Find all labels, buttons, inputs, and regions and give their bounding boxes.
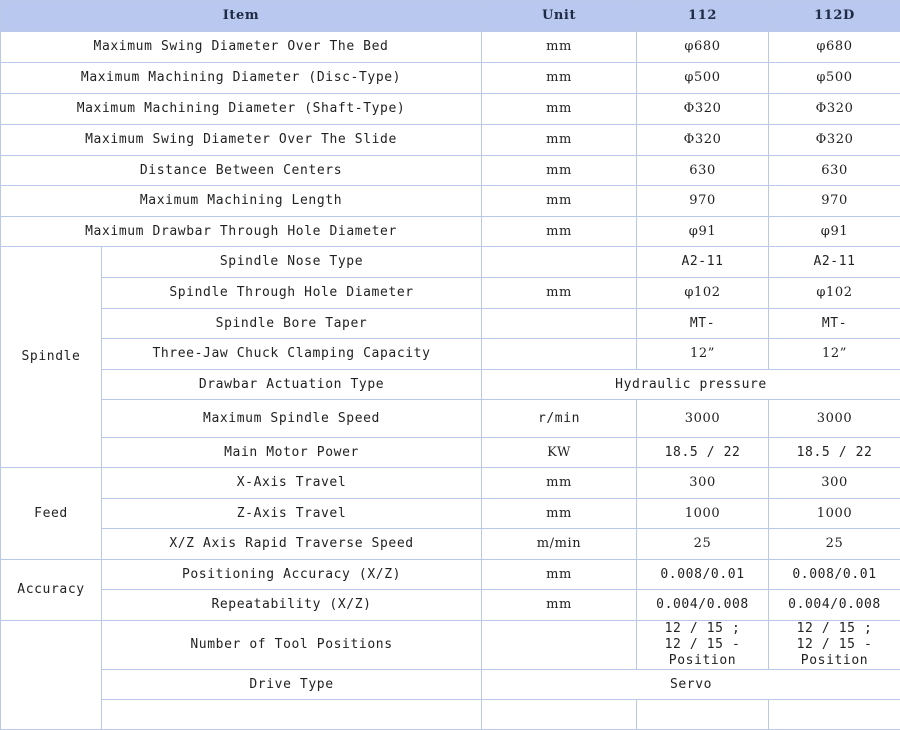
value-cell-112d: 0.008/0.01 xyxy=(769,560,900,590)
merged-value-cell: Hydraulic pressure xyxy=(482,370,900,400)
value-cell-112: φ500 xyxy=(637,63,769,94)
header-item: Item xyxy=(1,1,482,32)
group-label-accuracy: Accuracy xyxy=(1,560,102,621)
value-cell-empty xyxy=(769,700,900,730)
item-cell: Main Motor Power xyxy=(102,438,482,468)
unit-cell: mm xyxy=(482,63,637,94)
unit-cell: mm xyxy=(482,590,637,621)
value-cell-112: 25 xyxy=(637,529,769,560)
item-cell: Maximum Machining Diameter (Disc-Type) xyxy=(1,63,482,94)
value-cell-112: φ102 xyxy=(637,278,769,309)
table-row xyxy=(1,32,900,63)
value-line: 12 / 15 ; xyxy=(639,621,766,637)
value-cell-112: Φ320 xyxy=(637,125,769,156)
value-cell-112d: 970 xyxy=(769,186,900,217)
unit-cell-empty xyxy=(482,247,637,278)
header-row xyxy=(1,1,900,32)
value-cell-112d: φ680 xyxy=(769,32,900,63)
value-cell-112: 630 xyxy=(637,156,769,186)
value-cell-112d: 1000 xyxy=(769,499,900,529)
value-cell-empty xyxy=(637,700,769,730)
table-row xyxy=(1,217,900,247)
unit-cell: mm xyxy=(482,32,637,63)
item-cell: Positioning Accuracy (X/Z) xyxy=(102,560,482,590)
table-row xyxy=(1,529,900,560)
item-cell: Maximum Drawbar Through Hole Diameter xyxy=(1,217,482,247)
table-row xyxy=(1,125,900,156)
value-cell-112d: Φ320 xyxy=(769,94,900,125)
item-cell: Three-Jaw Chuck Clamping Capacity xyxy=(102,339,482,370)
table-row xyxy=(1,700,900,730)
group-label-spindle: Spindle xyxy=(1,247,102,468)
value-cell-112: 1000 xyxy=(637,499,769,529)
value-cell-112: MT- xyxy=(637,309,769,339)
value-cell-112d: Φ320 xyxy=(769,125,900,156)
item-cell: Drawbar Actuation Type xyxy=(102,370,482,400)
unit-cell-empty xyxy=(482,700,637,730)
value-cell-112d: 300 xyxy=(769,468,900,499)
merged-value-cell: Servo xyxy=(482,670,900,700)
table-row xyxy=(1,499,900,529)
item-cell: Maximum Machining Diameter (Shaft-Type) xyxy=(1,94,482,125)
value-cell-112d: 0.004/0.008 xyxy=(769,590,900,621)
unit-cell: mm xyxy=(482,217,637,247)
value-cell-112: 300 xyxy=(637,468,769,499)
value-line: 12 / 15 - Position xyxy=(771,637,898,669)
unit-cell-empty xyxy=(482,621,637,670)
table-row xyxy=(1,63,900,94)
table-row xyxy=(1,438,900,468)
unit-cell: mm xyxy=(482,278,637,309)
header-unit: Unit xyxy=(482,1,637,32)
value-line: 12 / 15 - Position xyxy=(639,637,766,669)
item-cell: Spindle Nose Type xyxy=(102,247,482,278)
value-cell-112: φ680 xyxy=(637,32,769,63)
item-cell: Maximum Swing Diameter Over The Slide xyxy=(1,125,482,156)
unit-cell: mm xyxy=(482,125,637,156)
item-cell: Maximum Swing Diameter Over The Bed xyxy=(1,32,482,63)
value-cell-112d: 25 xyxy=(769,529,900,560)
unit-cell: mm xyxy=(482,499,637,529)
table-row xyxy=(1,186,900,217)
table-row xyxy=(1,370,900,400)
item-cell: Maximum Machining Length xyxy=(1,186,482,217)
unit-cell: mm xyxy=(482,468,637,499)
table-row xyxy=(1,560,900,590)
value-cell-112d: φ91 xyxy=(769,217,900,247)
unit-cell: mm xyxy=(482,156,637,186)
table-row xyxy=(1,309,900,339)
value-cell-112: φ91 xyxy=(637,217,769,247)
value-cell-112d: 630 xyxy=(769,156,900,186)
value-cell-112: 0.004/0.008 xyxy=(637,590,769,621)
table-row xyxy=(1,621,900,670)
value-cell-112d xyxy=(769,621,900,670)
value-cell-112: 12” xyxy=(637,339,769,370)
item-cell: Spindle Through Hole Diameter xyxy=(102,278,482,309)
table-row xyxy=(1,278,900,309)
table-row xyxy=(1,670,900,700)
table-row xyxy=(1,94,900,125)
item-cell: Repeatability (X/Z) xyxy=(102,590,482,621)
value-cell-112d: φ102 xyxy=(769,278,900,309)
group-label-empty xyxy=(1,621,102,730)
value-line: 12 / 15 ; xyxy=(771,621,898,637)
unit-cell: mm xyxy=(482,186,637,217)
value-cell-112d: 12” xyxy=(769,339,900,370)
value-cell-112d: MT- xyxy=(769,309,900,339)
unit-cell: r/min xyxy=(482,400,637,438)
value-cell-112: Φ320 xyxy=(637,94,769,125)
value-cell-112d: 18.5 / 22 xyxy=(769,438,900,468)
table-row xyxy=(1,156,900,186)
item-cell: Distance Between Centers xyxy=(1,156,482,186)
unit-cell-empty xyxy=(482,339,637,370)
group-label-feed: Feed xyxy=(1,468,102,560)
value-cell-112: 970 xyxy=(637,186,769,217)
item-cell: Maximum Spindle Speed xyxy=(102,400,482,438)
item-cell: Spindle Bore Taper xyxy=(102,309,482,339)
table-row xyxy=(1,400,900,438)
header-model-112: 112 xyxy=(637,1,769,32)
table-row xyxy=(1,247,900,278)
value-cell-112 xyxy=(637,621,769,670)
item-cell: X-Axis Travel xyxy=(102,468,482,499)
unit-cell: mm xyxy=(482,94,637,125)
table-row xyxy=(1,468,900,499)
unit-cell: m/min xyxy=(482,529,637,560)
value-cell-112d: 3000 xyxy=(769,400,900,438)
unit-cell: mm xyxy=(482,560,637,590)
value-cell-112: 18.5 / 22 xyxy=(637,438,769,468)
header-model-112d: 112D xyxy=(769,1,900,32)
value-cell-112: 3000 xyxy=(637,400,769,438)
item-cell: Z-Axis Travel xyxy=(102,499,482,529)
item-cell: Number of Tool Positions xyxy=(102,621,482,670)
item-cell: X/Z Axis Rapid Traverse Speed xyxy=(102,529,482,560)
item-cell: Drive Type xyxy=(102,670,482,700)
value-cell-112d: φ500 xyxy=(769,63,900,94)
value-cell-112d: A2-11 xyxy=(769,247,900,278)
unit-cell: KW xyxy=(482,438,637,468)
item-cell-empty xyxy=(102,700,482,730)
unit-cell-empty xyxy=(482,309,637,339)
value-cell-112: 0.008/0.01 xyxy=(637,560,769,590)
table-row xyxy=(1,339,900,370)
table-row xyxy=(1,590,900,621)
value-cell-112: A2-11 xyxy=(637,247,769,278)
